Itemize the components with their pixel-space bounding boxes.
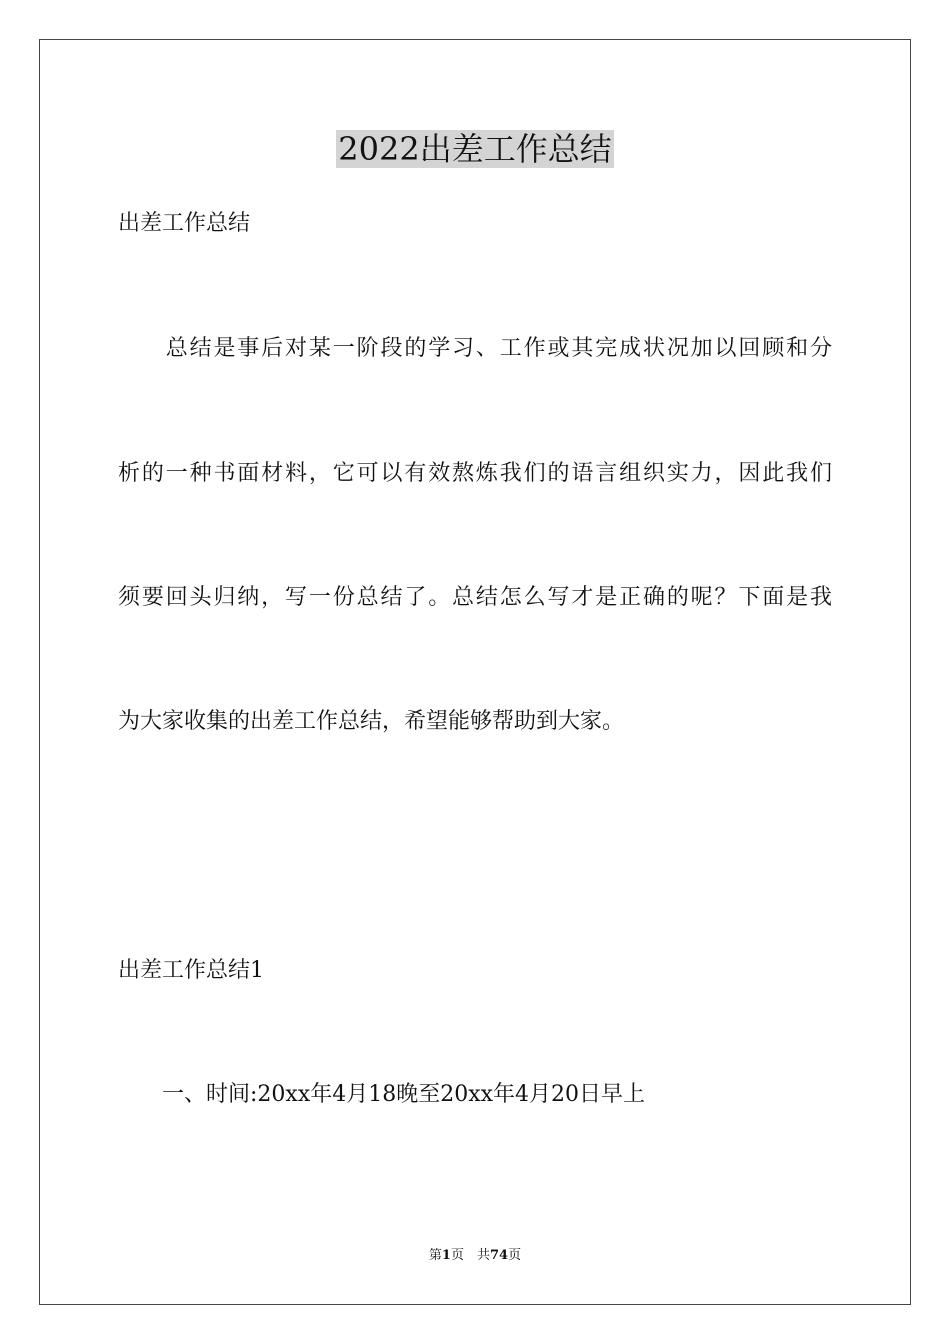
- section-time-line: 一、时间:20xx年4月18晚至20xx年4月20日早上: [118, 1082, 646, 1107]
- intro-line-1: 总结是事后对某一阶段的学习、工作或其完成状况加以回顾和分: [118, 336, 832, 361]
- section-heading: 出差工作总结1: [118, 958, 264, 983]
- footer-total-pages: 74: [490, 1248, 509, 1263]
- document-title: [0, 124, 950, 174]
- page-footer: [0, 1247, 950, 1265]
- footer-total-prefix: 共: [476, 1248, 490, 1263]
- footer-total-suffix: 页: [508, 1248, 522, 1263]
- intro-line-3: 须要回头归纳，写一份总结了。总结怎么写才是正确的呢？下面是我: [118, 585, 832, 610]
- subtitle: 出差工作总结: [118, 211, 251, 236]
- footer-page-suffix: 页: [450, 1248, 464, 1263]
- intro-line-4: 为大家收集的出差工作总结，希望能够帮助到大家。: [118, 709, 625, 734]
- footer-page-number: 1: [441, 1248, 451, 1263]
- document-title-text: 2022出差工作总结: [338, 130, 612, 168]
- intro-line-2: 析的一种书面材料，它可以有效熬炼我们的语言组织实力，因此我们: [118, 461, 832, 486]
- footer-prefix: 第: [428, 1248, 442, 1263]
